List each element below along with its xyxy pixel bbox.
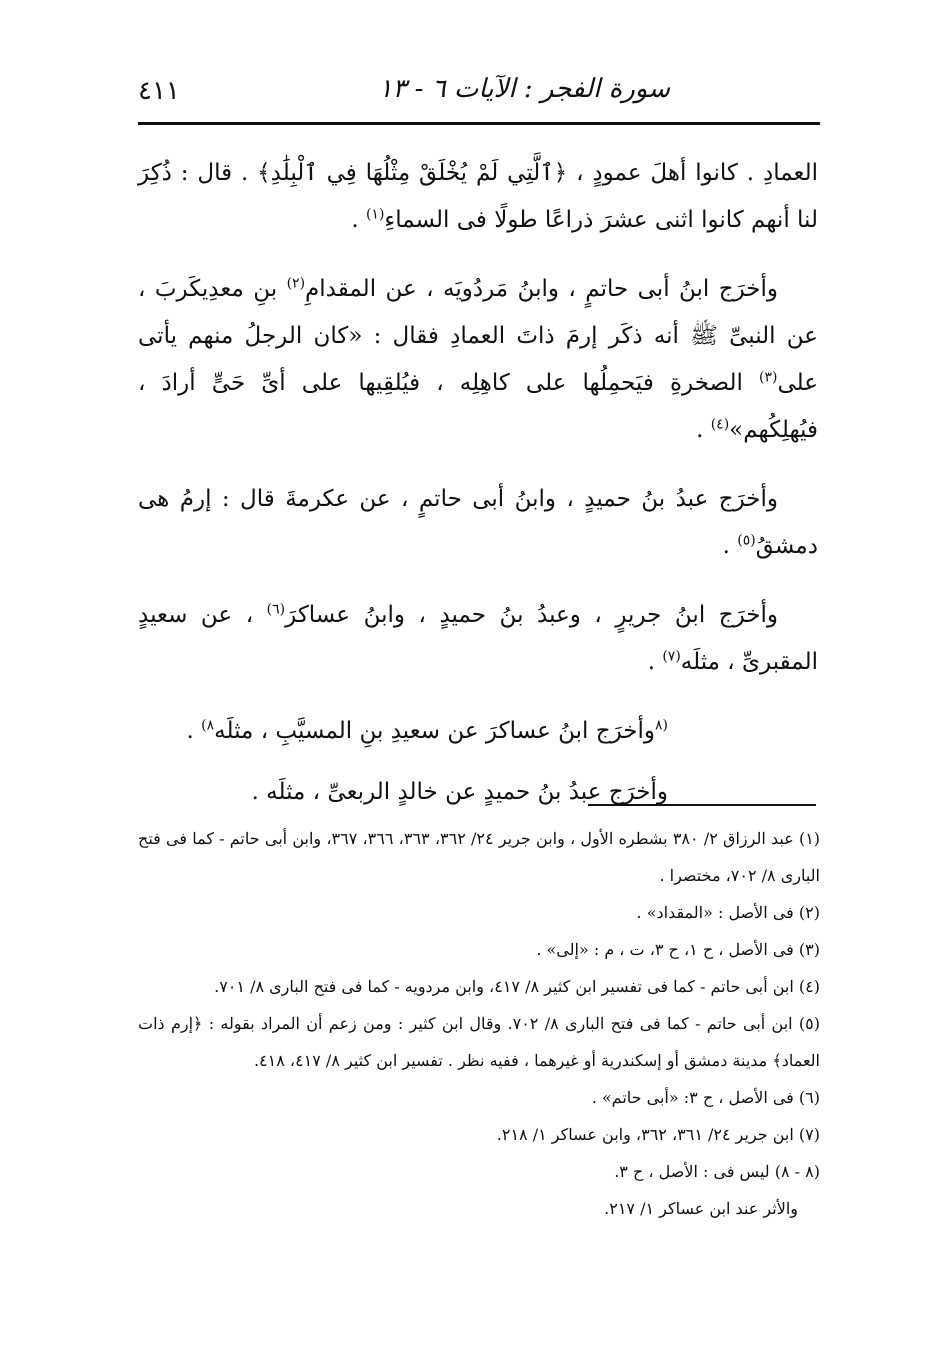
footnote-ref: (٦) [266, 601, 286, 618]
text-run: وأخرَج عبدُ بنُ حميدٍ عن خالدٍ الربعىِّ ، مثلَه . [251, 779, 668, 805]
paragraph [138, 266, 818, 454]
paragraph [138, 476, 818, 570]
footnote-ref: ٨) [201, 717, 215, 734]
text-run: ، عن سعيدٍ المقبرىِّ ، مثلَه [138, 602, 818, 675]
footnote-continuation: والأثر عند ابن عساكر ١/ ٢١٧. [604, 1199, 798, 1218]
footnote-ref: (٢) [286, 275, 306, 292]
text-run: . [696, 417, 711, 443]
footnote: (٣) فى الأصل ، ح ١، ح ٣، ت ، م : «إلى» . [536, 940, 820, 959]
text-run: الصخرةِ فيَحمِلُها على كاهِلِه ، فيُلقِيها على أىِّ حَىٍّ أرادَ ، فيُهلِكُهم» [138, 370, 818, 443]
text-run: . [186, 718, 202, 744]
footnote: (٨ - ٨) ليس فى : الأصل ، ح ٣. [614, 1162, 820, 1181]
page-number: ٤١١ [138, 76, 180, 106]
text-run: بنِ معدِيكَربَ ، عن النبىِّ ﷺ أنه ذكَر إرمَ ذاتَ العمادِ فقال : «كان الرجلُ منهم يأتى على [138, 276, 818, 396]
footnote: (٥) ابن أبى حاتم - كما فى فتح البارى ٨/ ٧٠٢. وقال ابن كثير : ومن زعم أن المراد بقوله : ﴿إرم ذات العماد﴾ مدينة دمشق أو إسكندرية أو غيرهما ، ففيه نظر . تفسير ابن كثير ٨/ ٤١٧، ٤١٨. [138, 1014, 821, 1070]
footnote: (٢) فى الأصل : «المقداد» . [636, 903, 820, 922]
footnotes [138, 820, 820, 1227]
footnote-ref: (٨ [655, 717, 668, 734]
text-run: . [351, 207, 366, 233]
footnote-ref: (٧) [662, 648, 681, 665]
header-rule [138, 122, 820, 125]
text-run: . [722, 533, 738, 559]
footnote-separator [588, 804, 816, 806]
text-run: . [647, 649, 663, 675]
paragraph [138, 592, 818, 686]
running-header [138, 74, 820, 118]
main-text [138, 150, 818, 830]
footnote: (١) عبد الرزاق ٢/ ٣٨٠ بشطره الأول ، وابن جرير ٢٤/ ٣٦٢، ٣٦٣، ٣٦٦، ٣٦٧، وابن أبى حاتم - كما فى فتح البارى ٨/ ٧٠٢، مختصرا . [138, 829, 821, 885]
footnote: (٧) ابن جرير ٢٤/ ٣٦١، ٣٦٢، وابن عساكر ١/ ٢١٨. [496, 1125, 820, 1144]
paragraph [138, 769, 818, 816]
text-run: وأخرَج ابنُ جريرٍ ، وعبدُ بنُ حميدٍ ، وابنُ عساكرَ [285, 602, 779, 628]
paragraph [138, 150, 818, 244]
text-run: وأخرَج ابنُ أبى حاتمٍ ، وابنُ مَردُويَه ، عن المقدامِ [305, 276, 779, 302]
footnote: (٦) فى الأصل ، ح ٣: «أبى حاتم» . [591, 1088, 820, 1107]
text-run: وأخرَج عبدُ بنُ حميدٍ ، وابنُ أبى حاتمٍ ، عن عكرمةَ قال : إرمُ هى دمشقُ [138, 486, 818, 559]
text-run: وأخرَج ابنُ عساكرَ عن سعيدِ بنِ المسيَّبِ ، مثلَه [214, 718, 655, 744]
surah-title: سورة الفجر : الآيات ٦ - ١٣ [378, 74, 670, 104]
footnote-ref: (٥) [737, 532, 756, 549]
footnote: (٤) ابن أبى حاتم - كما فى تفسير ابن كثير ٨/ ٤١٧، وابن مردويه - كما فى فتح البارى ٨/ ٧٠١. [214, 977, 820, 996]
footnote-ref: (٤) [710, 416, 730, 433]
footnote-ref: (٣) [759, 369, 778, 386]
footnote-ref: (١) [365, 206, 385, 223]
text-run: العمادِ . كانوا أهلَ عمودٍ ، ﴿ٱلَّتِي لَمْ يُخْلَقْ مِثْلُهَا فِي ٱلْبِلَٰدِ﴾ . قال : ذُكِرَ لنا أنهم كانوا اثنى عشرَ ذراعًا طولًا فى السماءِ [138, 160, 818, 233]
paragraph [138, 708, 818, 755]
